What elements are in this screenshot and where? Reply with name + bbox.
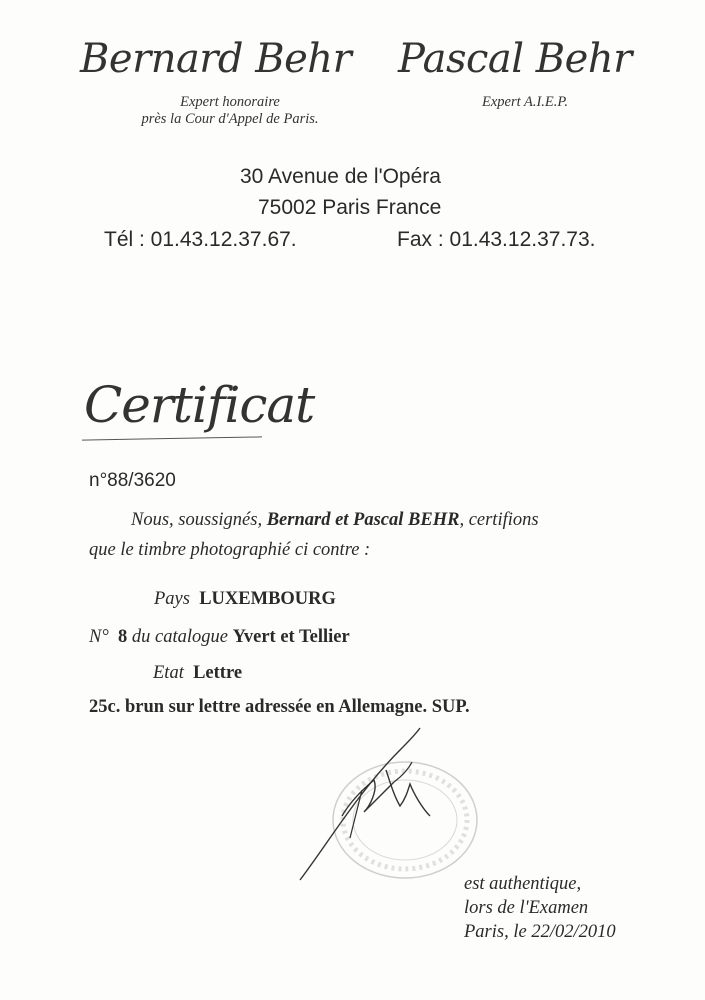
condition-label: Etat	[153, 663, 184, 683]
certificate-title: Certificat	[84, 376, 315, 434]
letterhead-name-bernard: Bernard Behr	[80, 36, 352, 82]
condition-row	[153, 663, 242, 684]
title-underline	[82, 436, 262, 440]
intro-line-2	[89, 540, 370, 561]
closing-text-2: lors de l'Examen	[464, 898, 589, 918]
closing-line-1	[464, 874, 581, 895]
country-value: LUXEMBOURG	[199, 589, 336, 609]
number-label: N°	[89, 627, 109, 647]
number-value: 8	[118, 627, 128, 647]
closing-line-2	[464, 898, 588, 919]
intro-line-1	[131, 510, 539, 531]
address-tel: Tél : 01.43.12.37.67.	[104, 228, 297, 251]
intro-text-2: , certifions	[459, 510, 539, 530]
country-label: Pays	[154, 589, 190, 609]
catalogue-value: Yvert et Tellier	[232, 627, 350, 647]
intro-names: Bernard et Pascal BEHR	[266, 510, 460, 530]
signature-icon	[290, 720, 490, 900]
letterhead-name-pascal: Pascal Behr	[398, 36, 632, 82]
certificate-number: n°88/3620	[89, 470, 176, 491]
description	[89, 697, 470, 718]
address-fax: Fax : 01.43.12.37.73.	[397, 228, 596, 251]
intro-line-2-text: que le timbre photographié ci contre :	[89, 540, 371, 560]
address-street: 30 Avenue de l'Opéra	[240, 165, 441, 188]
subtitle-bernard	[100, 94, 360, 128]
address-city: 75002 Paris France	[258, 196, 442, 219]
condition-value: Lettre	[193, 663, 243, 683]
catalogue-row	[89, 627, 350, 648]
description-text: 25c. brun sur lettre adressée en Allemagne. SUP.	[89, 697, 470, 717]
catalogue-label: du catalogue	[131, 627, 228, 647]
closing-text-1: est authentique,	[464, 874, 582, 894]
subtitle-pascal: Expert A.I.E.P.	[481, 94, 569, 110]
closing-text-3: Paris, le 22/02/2010	[464, 922, 616, 942]
intro-text-1: Nous, soussignés,	[131, 510, 267, 530]
closing-date	[464, 922, 616, 943]
subtitle-bernard-line2: près la Cour d'Appel de Paris.	[141, 111, 319, 127]
country-row	[154, 589, 336, 610]
subtitle-bernard-line1: Expert honoraire	[180, 94, 280, 110]
